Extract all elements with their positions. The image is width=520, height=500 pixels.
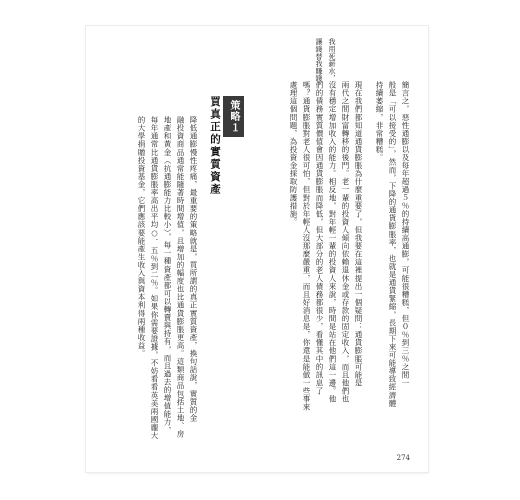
strategy-heading (203, 96, 244, 196)
paragraph-3-line: 地產和黃金（抗通膨能力比較小），每一種資產都可以轉賣與持有，而且過去的增值能力， (163, 116, 172, 435)
paragraph-3-line: 的大學捐贈投資基金，它們應該要能產生收入與資本利得兩種收益。 (137, 116, 146, 358)
strategy-title: 買真正的實質資產 (209, 96, 221, 196)
paragraph-2-line: 們的債務實質價值會因通貨膨脹而降低，但大部分的老人債務都很少，看懂其中的訊息了 (315, 81, 324, 395)
running-head-line-2: 讓錢替我賺錢 (315, 38, 323, 82)
paragraph-2-line: 沒有穩定增加收入的能力。相反地，對年輕一輩的投資人來說，時間是站在他們這一邊。他 (328, 81, 337, 403)
paragraph-3-line: 每年通常比通貨膨脹率高出平均○．五％到二％。如果你需要證據，不妨看看英美兩國龐大 (150, 116, 159, 440)
running-head-line-1: 我用死薪水， (328, 38, 336, 82)
paragraph-2-line: 兩代之間財富轉移的後門。老一輩的投資人傾向依賴退休金或存款的固定收入，而且他們也 (341, 81, 350, 403)
paragraph-1-line: 持續萎縮，非常糟糕。 (375, 81, 384, 162)
strategy-badge: 策略１ (223, 96, 244, 137)
paragraph-3-line: 融投資商品通常能隨著時間增值，且增加的幅度也比通貨膨脹更高。這類商品包括土地、房 (176, 116, 185, 438)
paragraph-2-line: 現在我們都知道通貨膨脹為什麼重要了，但我要在這裡提出一個疑問：通貨膨脹可能是 (354, 81, 363, 387)
book-page (86, 26, 428, 472)
body-text-lower (86, 116, 198, 440)
paragraph-2-line: 處理這個問題，為投資金採取防護措施。 (289, 81, 298, 226)
running-head (314, 38, 336, 82)
paragraph-1-line: 般是「可以接受的」，然而，下降的通貨膨脹率，也就是通貨緊縮，長期下來可能導致經濟體 (388, 81, 397, 408)
paragraph-2-line: 嗎？通貨膨脹對老人很可怕，但對於年輕人沒那麼嚴重，而且好消息是，你還是能做一些事來 (302, 81, 311, 412)
page-number: 274 (396, 454, 410, 462)
paragraph-3-line: 降低通膨慢性疼痛，最重要的策略就是，買所謂的真正實質資產，換句話說，實質的金 (189, 116, 198, 422)
paragraph-1-line: 簡言之，惡性通膨以及每年超過５％的持續高通膨，可能很糟糕，但０％到三％之間一 (401, 81, 410, 387)
